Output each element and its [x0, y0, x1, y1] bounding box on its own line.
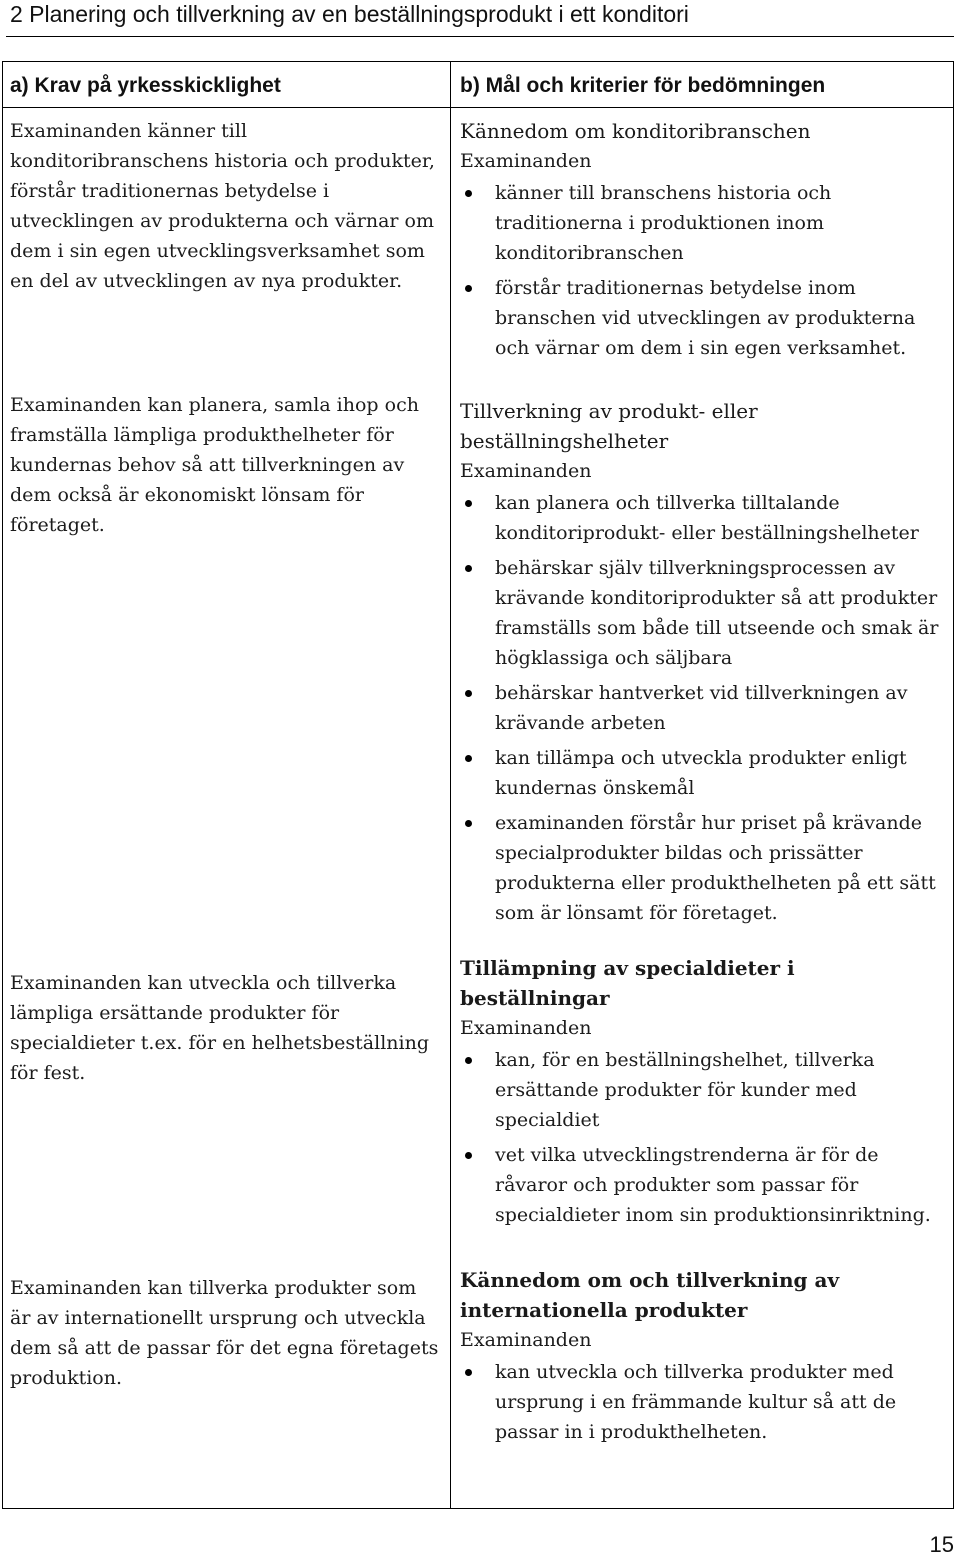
bullet-icon [465, 285, 472, 292]
section-subject: Examinanden [460, 150, 592, 172]
list-item-text: kan planera och tillverka tilltalande konditoriprodukt- eller beställningshelheter [495, 492, 919, 544]
requirement-3: Examinanden kan utveckla och tillverka lämpliga ersättande produkter för specialdieter t.ex. för en helhetsbeställning för fest. [10, 972, 430, 1084]
criterion-section-1 [460, 116, 950, 368]
list-item [460, 743, 950, 803]
list-item [460, 178, 950, 268]
right-column-header: b) Mål och kriterier för bedömningen [460, 74, 826, 97]
criteria-list [460, 1357, 950, 1447]
section-title: Kännedom om och tillverkning av internationella produkter [460, 1268, 840, 1322]
criteria-list [460, 178, 950, 363]
list-item [460, 808, 950, 928]
list-item-text: kan, för en beställningshelhet, tillverka ersättande produkter för kunder med specialdiet [495, 1049, 875, 1131]
list-item [460, 553, 950, 673]
requirement-2: Examinanden kan planera, samla ihop och framställa lämpliga produkthelheter för kundernas behov så att tillverkningen av dem också är ekonomiskt lönsam för företaget. [10, 394, 419, 536]
header-divider [2, 107, 954, 108]
heading-rule [6, 36, 954, 37]
list-item-text: förstår traditionernas betydelse inom branschen vid utvecklingen av produkterna och värnar om dem i sin egen verksamhet. [495, 277, 916, 359]
section-subject: Examinanden [460, 1329, 592, 1351]
list-item [460, 488, 950, 548]
criteria-list [460, 488, 950, 928]
section-title: Tillämpning av specialdieter i beställningar [460, 956, 795, 1010]
list-item-text: behärskar själv tillverkningsprocessen av krävande konditoriprodukter så att produkter framställs som både till utseende och smak är högklassiga och säljbara [495, 557, 939, 669]
list-item [460, 678, 950, 738]
list-item-text: känner till branschens historia och traditionerna i produktionen inom konditoribranschen [495, 182, 832, 264]
requirement-4: Examinanden kan tillverka produkter som är av internationellt ursprung och utveckla dem så att de passar för det egna företagets produktion. [10, 1277, 439, 1389]
bullet-icon [465, 755, 472, 762]
list-item-text: kan tillämpa och utveckla produkter enligt kundernas önskemål [495, 747, 907, 799]
bullet-icon [465, 690, 472, 697]
requirement-1: Examinanden känner till konditoribranschens historia och produkter, förstår traditionernas betydelse i utvecklingen av produkterna och värnar om dem i sin egen utvecklingsverksamhet som en del av utvecklingen av nya produkter. [10, 120, 435, 292]
criteria-list [460, 1045, 950, 1230]
bullet-icon [465, 1152, 472, 1159]
column-divider [450, 61, 451, 1509]
list-item-text: examinanden förstår hur priset på krävande specialprodukter bildas och prissätter produkterna eller produkthelheten på ett sätt som är lönsamt för företaget. [495, 812, 936, 924]
section-title: Tillverkning av produkt- eller beställningshelheter [460, 399, 758, 453]
bullet-icon [465, 1369, 472, 1376]
page-heading: 2 Planering och tillverkning av en beställningsprodukt i ett konditori [10, 1, 689, 27]
criterion-section-4 [460, 1265, 950, 1452]
bullet-icon [465, 565, 472, 572]
left-column-header: a) Krav på yrkesskicklighet [10, 74, 281, 97]
page-number: 15 [929, 1532, 954, 1557]
list-item-text: vet vilka utvecklingstrenderna är för de råvaror och produkter som passar för specialdieter inom sin produktionsinriktning. [495, 1144, 931, 1226]
criterion-section-3 [460, 953, 950, 1235]
criterion-section-2 [460, 396, 950, 933]
list-item [460, 273, 950, 363]
bullet-icon [465, 820, 472, 827]
list-item [460, 1045, 950, 1135]
list-item [460, 1140, 950, 1230]
bullet-icon [465, 500, 472, 507]
list-item-text: behärskar hantverket vid tillverkningen av krävande arbeten [495, 682, 908, 734]
section-subject: Examinanden [460, 1017, 592, 1039]
bullet-icon [465, 1057, 472, 1064]
list-item-text: kan utveckla och tillverka produkter med ursprung i en främmande kultur så att de passar in i produkthelheten. [495, 1361, 897, 1443]
list-item [460, 1357, 950, 1447]
section-subject: Examinanden [460, 460, 592, 482]
bullet-icon [465, 190, 472, 197]
section-title: Kännedom om konditoribranschen [460, 119, 811, 143]
